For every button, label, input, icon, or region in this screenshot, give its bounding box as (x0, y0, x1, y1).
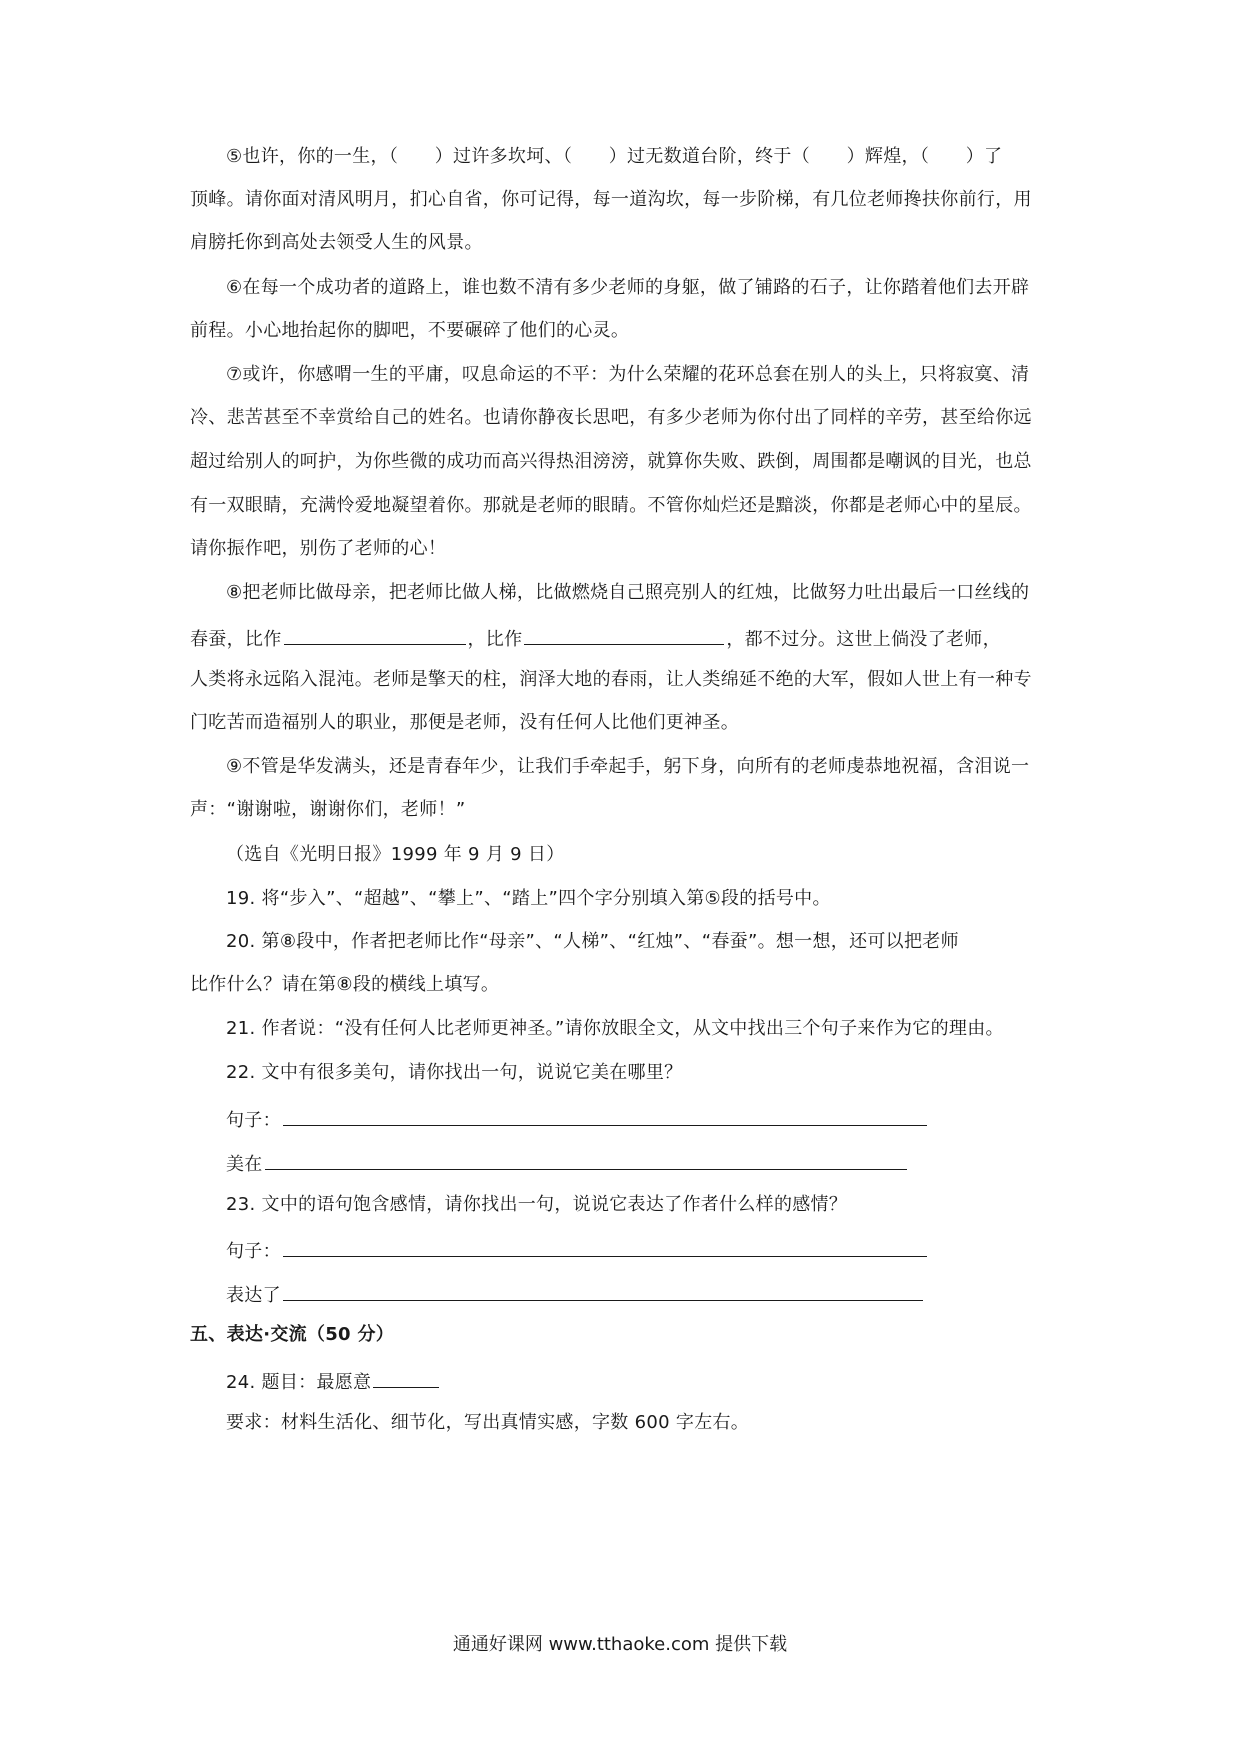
para8-text-c: ，都不过分。这世上倘没了老师， (726, 629, 1001, 650)
para6-line2: 前程。小心地抬起你的脚吧，不要碾碎了他们的心灵。 (190, 320, 630, 341)
question-24-requirements: 要求：材料生活化、细节化，写出真情实感，字数 600 字左右。 (226, 1412, 750, 1433)
para5-line1: ⑤也许，你的一生，（ ）过许多坎坷、（ ）过无数道台阶，终于（ ）辉煌，（ ）了 (226, 146, 1003, 167)
answer-blank-2[interactable] (524, 624, 724, 645)
para7-line1: ⑦或许，你感喟一生的平庸，叹息命运的不平：为什么荣耀的花环总套在别人的头上，只将寂寞、清 (226, 364, 1030, 385)
para8-line4: 门吃苦而造福别人的职业，那便是老师，没有任何人比他们更神圣。 (190, 712, 739, 733)
q23-sentence-blank[interactable] (283, 1236, 927, 1257)
q22-sentence-blank[interactable] (283, 1105, 927, 1126)
q22-beauty-blank[interactable] (265, 1149, 907, 1170)
para8-text-a: 春蚕，比作 (190, 629, 282, 650)
page-footer: 通通好课网 www.tthaoke.com 提供下载 (452, 1634, 788, 1655)
para8-line1: ⑧把老师比做母亲，把老师比做人梯，比做燃烧自己照亮别人的红烛，比做努力吐出最后一口丝线的 (226, 582, 1030, 603)
question-20-line2: 比作什么？请在第⑧段的横线上填写。 (190, 974, 500, 995)
q22-beauty-label: 美在 (226, 1154, 263, 1175)
q22-sentence-label: 句子： (226, 1110, 281, 1131)
answer-blank-1[interactable] (284, 624, 466, 645)
para5-line3: 肩膀托你到高处去领受人生的风景。 (190, 232, 483, 253)
question-21: 21. 作者说：“没有任何人比老师更神圣。”请你放眼全文，从文中找出三个句子来作为它的理由。 (226, 1018, 1004, 1039)
q23-sentence-row (226, 1236, 1086, 1264)
para8-line2 (190, 624, 1050, 652)
q23-express-row (226, 1280, 1086, 1308)
para5-line2: 顶峰。请你面对清风明月，扪心自省，你可记得，每一道沟坎，每一步阶梯，有几位老师搀扶你前行，用 (190, 189, 1032, 210)
question-23: 23. 文中的语句饱含感情，请你找出一句，说说它表达了作者什么样的感情？ (226, 1194, 848, 1215)
question-22: 22. 文中有很多美句，请你找出一句，说说它美在哪里？ (226, 1062, 683, 1083)
q23-sentence-label: 句子： (226, 1241, 281, 1262)
question-24: 24. 题目：最愿意 (226, 1372, 372, 1393)
section-5-heading: 五、表达·交流（50 分） (190, 1324, 395, 1345)
para6-line1: ⑥在每一个成功者的道路上，谁也数不清有多少老师的身躯，做了铺路的石子，让你踏着他们去开辟 (226, 277, 1030, 298)
para9-line1: ⑨不管是华发满头，还是青春年少，让我们手牵起手，躬下身，向所有的老师虔恭地祝福，含泪说一 (226, 756, 1030, 777)
source-citation: （选自《光明日报》1999 年 9 月 9 日） (226, 844, 565, 865)
para7-line5: 请你振作吧，别伤了老师的心！ (190, 538, 447, 559)
para7-line2: 冷、悲苦甚至不幸赏给自己的姓名。也请你静夜长思吧，有多少老师为你付出了同样的辛劳，甚至给你远 (190, 407, 1032, 428)
question-20-line1: 20. 第⑧段中，作者把老师比作“母亲”、“人梯”、“红烛”、“春蚕”。想一想，还可以把老师 (226, 931, 959, 952)
para8-line3: 人类将永远陷入混沌。老师是擎天的柱，润泽大地的春雨，让人类绵延不绝的大军，假如人世上有一种专 (190, 669, 1032, 690)
q24-title-blank[interactable] (373, 1367, 439, 1388)
para9-line2: 声：“谢谢啦，谢谢你们，老师！” (190, 799, 466, 820)
q22-beauty-row (226, 1149, 1086, 1177)
q23-express-blank[interactable] (283, 1280, 923, 1301)
q22-sentence-row (226, 1105, 1086, 1133)
q23-express-label: 表达了 (226, 1285, 281, 1306)
q24-title-row (226, 1367, 1086, 1395)
para7-line4: 有一双眼睛，充满怜爱地凝望着你。那就是老师的眼睛。不管你灿烂还是黯淡，你都是老师心中的星辰。 (190, 495, 1032, 516)
question-19: 19. 将“步入”、“超越”、“攀上”、“踏上”四个字分别填入第⑤段的括号中。 (226, 888, 831, 909)
para8-text-b: ，比作 (467, 629, 523, 650)
para7-line3: 超过给别人的呵护，为你些微的成功而高兴得热泪滂滂，就算你失败、跌倒，周围都是嘲讽的目光，也总 (190, 451, 1032, 472)
